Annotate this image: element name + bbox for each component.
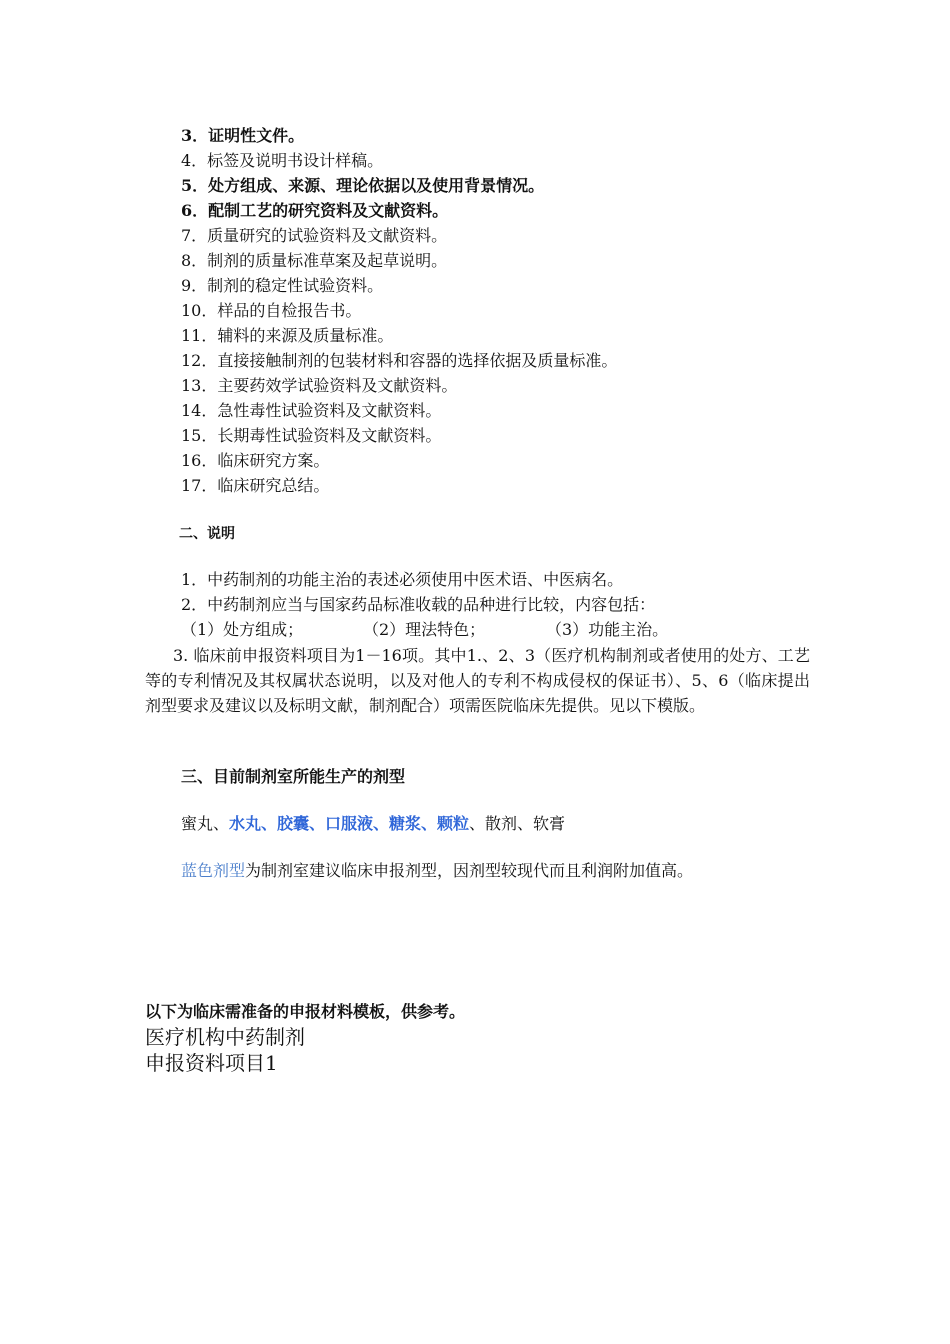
list-item-6: 6．配制工艺的研究资料及文献资料。 [181,201,449,220]
list-item-4: 4．标签及说明书设计样稿。 [181,151,384,170]
section-heading-explanation: 二、说明 [179,526,235,542]
list-item-3: 3．证明性文件。 [181,126,305,145]
dosage-forms-note-text: 为制剂室建议临床申报剂型，因剂型较现代而且利润附加值高。 [245,861,694,880]
section-heading-dosage-forms: 三、目前制剂室所能生产的剂型 [181,767,406,786]
list-item-14: 14．急性毒性试验资料及文献资料。 [181,401,442,420]
template-title-line-2: 申报资料项目1 [145,1051,278,1075]
list-item-11: 11．辅料的来源及质量标准。 [181,326,394,345]
dosage-forms-recommended: 水丸、胶囊、口服液、糖浆、颗粒 [229,814,470,833]
comparison-item-2: （2）理法特色； [363,620,486,639]
dosage-forms-prefix: 蜜丸、 [181,814,230,833]
list-item-8: 8．制剂的质量标准草案及起草说明。 [181,251,448,270]
comparison-item-3: （3）功能主治。 [546,620,669,639]
explanation-point-1: 1．中药制剂的功能主治的表述必须使用中医术语、中医病名。 [181,570,624,589]
list-item-9: 9．制剂的稳定性试验资料。 [181,276,384,295]
list-item-17: 17．临床研究总结。 [181,476,330,495]
comparison-item-1: （1）处方组成； [181,620,304,639]
list-item-5: 5．处方组成、来源、理论依据以及使用背景情况。 [181,176,545,195]
list-item-10: 10．样品的自检报告书。 [181,301,362,320]
list-item-13: 13．主要药效学试验资料及文献资料。 [181,376,458,395]
list-item-7: 7．质量研究的试验资料及文献资料。 [181,226,448,245]
template-intro-note: 以下为临床需准备的申报材料模板，供参考。 [145,1002,466,1021]
list-item-15: 15．长期毒性试验资料及文献资料。 [181,426,442,445]
dosage-forms-suffix: 、散剂、软膏 [469,814,566,833]
explanation-point-2: 2．中药制剂应当与国家药品标准收载的品种进行比较，内容包括： [181,595,656,614]
template-title-line-1: 医疗机构中药制剂 [145,1025,305,1049]
list-item-16: 16．临床研究方案。 [181,451,330,470]
list-item-12: 12．直接接触制剂的包装材料和容器的选择依据及质量标准。 [181,351,618,370]
explanation-point-3: 3. 临床前申报资料项目为1－16项。其中1.、2、3（医疗机构制剂或者使用的处方、工艺等的专利情况及其权属状态说明，以及对他人的专利不构成侵权的保证书）、5、6（临床提出剂型要求及建议以及标明文献，制剂配合）项需医院临床先提供。见以下模版。 [145,646,810,715]
blue-forms-label: 蓝色剂型 [181,861,246,880]
dosage-forms-list [181,812,565,836]
dosage-forms-note [181,859,693,883]
